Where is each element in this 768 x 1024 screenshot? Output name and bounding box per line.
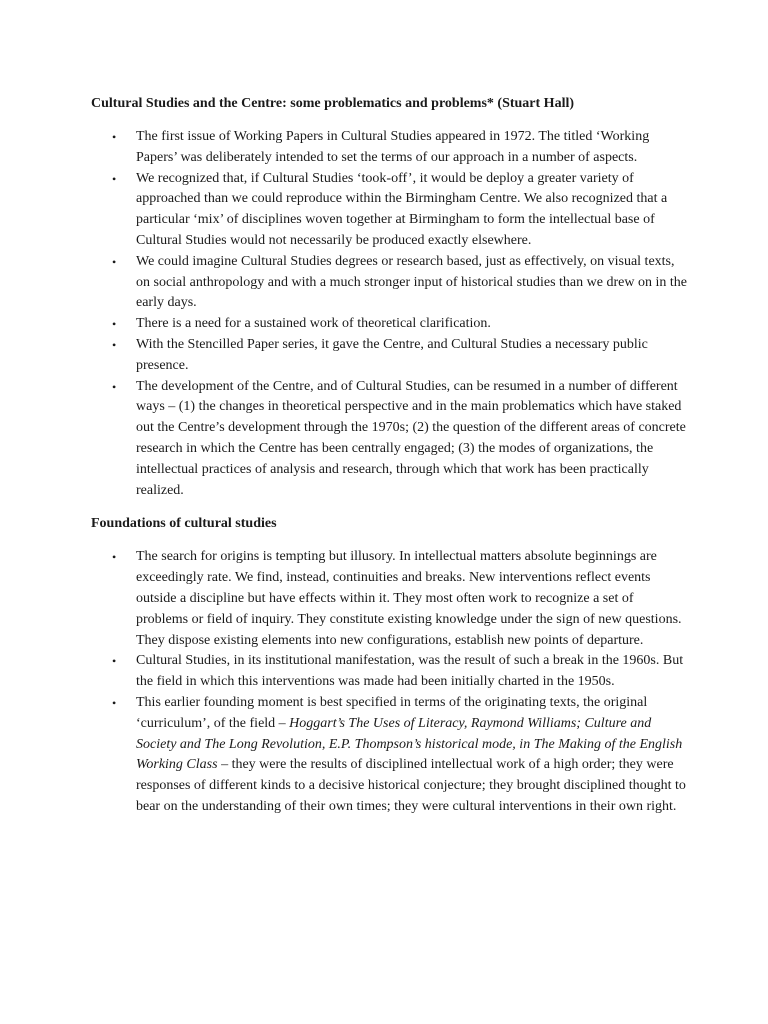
list-item-text: The development of the Centre, and of Cultural Studies, can be resumed in a number of different ways – (1) the changes in theoretical perspective and in the main problematics which have staked out the Centre’s development through the 1970s; (2) the question of the different areas of concrete research in which the Centre has been centrally engaged; (3) the modes of organizations, the intellectual practices of analysis and research, through which that work has been practically realized. (136, 378, 686, 498)
bullet-icon: • (112, 337, 117, 352)
list-item (91, 651, 688, 693)
section-heading: Cultural Studies and the Centre: some problematics and problems* (Stuart Hall) (91, 96, 575, 111)
list-item (91, 693, 688, 818)
list-item (91, 169, 688, 252)
bullet-icon: • (112, 171, 117, 186)
bullet-icon: • (112, 550, 117, 565)
list-item (91, 314, 688, 335)
list-item-text: The search for origins is tempting but illusory. In intellectual matters absolute beginnings are exceedingly rate. We find, instead, continuities and breaks. New interventions reflect events outside a discipline but have effects within it. They most often work to recognize a set of problems or field of inquiry. They constitute existing knowledge under the sign of new questions. They dispose existing elements into new configurations, establish new points of departure. (136, 549, 682, 648)
bullet-list (91, 547, 688, 817)
list-item (91, 335, 688, 377)
italic-text-run: Hoggart’s The Uses of Literacy, Raymond Williams; Culture and Society and The Long Revolution, E.P. Thompson’s historical mode, in The Making of the English Working Class (136, 715, 683, 773)
list-item (91, 547, 688, 651)
text-run: – they were the results of disciplined intellectual work of a high order; they were responses of different kinds to a decisive historical conjecture; they brought disciplined thought to bear on the understanding of their own times; they were cultural interventions in their own right. (136, 757, 686, 814)
section-heading: Foundations of cultural studies (91, 516, 277, 532)
text-run: This earlier founding moment is best specified in terms of the originating texts, the original ‘curriculum’, of the field – (136, 694, 648, 731)
bullet-icon: • (112, 695, 117, 710)
bullet-icon: • (112, 254, 117, 269)
list-item (91, 252, 688, 314)
bullet-icon: • (112, 317, 117, 332)
list-item-text: We recognized that, if Cultural Studies ‘took-off’, it would be deploy a greater variety of approached than we could reproduce within the Birmingham Centre. We also recognized that a particular ‘mix’ of disciplines woven together at Birmingham to form the intellectual base of Cultural Studies would not necessarily be produced exactly elsewhere. (136, 170, 668, 248)
list-item-text: There is a need for a sustained work of theoretical clarification. (136, 316, 491, 332)
bullet-list (91, 127, 688, 501)
list-item (91, 377, 688, 502)
list-item-text (136, 695, 686, 814)
bullet-icon: • (112, 654, 117, 669)
list-item (91, 127, 688, 169)
bullet-icon: • (112, 379, 117, 394)
list-item-text: The first issue of Working Papers in Cultural Studies appeared in 1972. The titled ‘Working Papers’ was deliberately intended to set the terms of our approach in a number of aspects. (136, 129, 650, 165)
bullet-icon: • (112, 130, 117, 144)
list-item-text: We could imagine Cultural Studies degrees or research based, just as effectively, on visual texts, on social anthropology and with a much stronger input of historical studies than we drew on in the early days. (136, 253, 687, 311)
list-item-text: Cultural Studies, in its institutional manifestation, was the result of such a break in the 1960s. But the field in which this interventions was made had been initially charted in the 1950s. (136, 653, 684, 690)
list-item-text: With the Stencilled Paper series, it gave the Centre, and Cultural Studies a necessary public presence. (136, 336, 648, 373)
